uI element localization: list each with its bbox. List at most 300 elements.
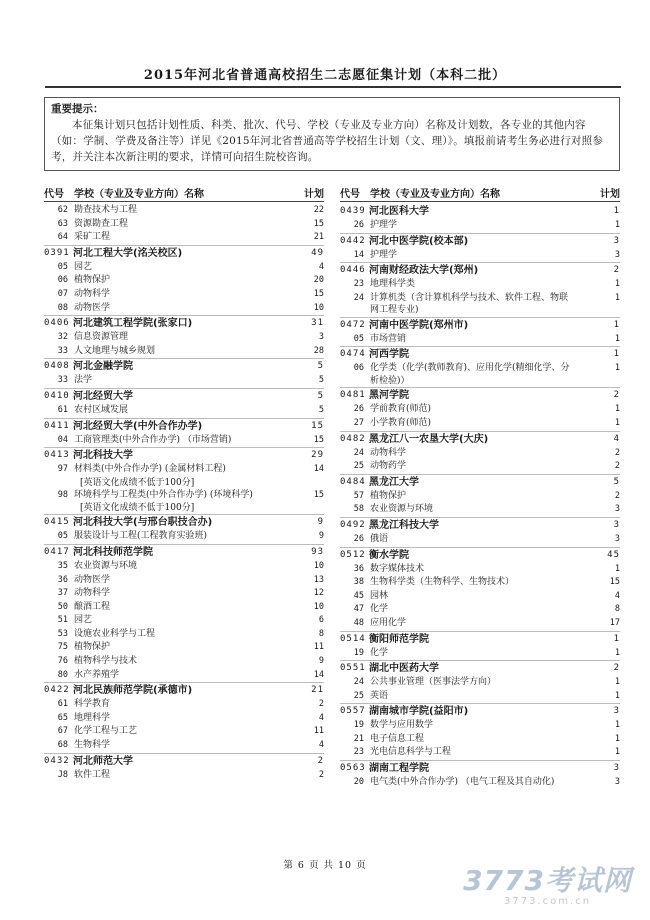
left-rows [44, 204, 324, 782]
row-plan-count: 22 [313, 205, 324, 215]
note-row [44, 502, 324, 514]
row-name: 光电信息科学与工程 [370, 747, 452, 758]
row-code: 26 [353, 404, 364, 415]
major-row [340, 733, 620, 747]
notice-body: 本征集计划只包括计划性质、科类、批次、代号、学校（专业及专业方向）名称及计划数，各专业的其他内容（如：学制、学费及备注等）详见《2015年河北省普通高等学校招生计划（文、理）》。填报前请考生务必进行对照参考，并关注本次新注明的要求，详情可向招生院校咨询。 [51, 119, 604, 163]
row-plan-count: 21 [311, 685, 324, 696]
row-plan-count: 3 [614, 777, 620, 788]
row-plan-count: 12 [313, 588, 324, 599]
row-code: 08 [57, 302, 68, 313]
header-code: 代号 [340, 189, 360, 200]
major-row [44, 489, 324, 503]
row-code: 45 [353, 590, 364, 601]
row-code: 48 [353, 617, 364, 628]
row-plan-count: 93 [311, 546, 324, 557]
row-plan-count: 1 [613, 349, 620, 360]
row-code: 53 [57, 628, 68, 639]
row-code: 0408 [44, 361, 70, 372]
row-code: 61 [57, 699, 68, 710]
major-row [340, 403, 620, 417]
row-plan-count: 15 [311, 420, 324, 431]
row-name: 勘查技术与工程 [74, 205, 138, 215]
school-row [44, 514, 324, 530]
row-code: 27 [353, 417, 364, 428]
row-plan-count: 3 [614, 504, 620, 515]
school-row [44, 315, 324, 331]
major-row [44, 331, 324, 345]
school-row [44, 418, 324, 434]
row-code: 05 [57, 261, 68, 272]
major-row [44, 628, 324, 642]
row-plan-count: 5 [317, 361, 324, 372]
row-code: 23 [353, 747, 364, 758]
row-name: 计算机类（含计算机科学与技术、软件工程、物联网工程专业) [370, 292, 569, 316]
row-name: 河北建筑工程学院(张家口) [73, 318, 193, 330]
row-name: 园林 [370, 590, 389, 601]
major-row [44, 698, 324, 712]
major-row [340, 603, 620, 617]
row-name: 信息资源管理 [74, 332, 129, 343]
header-school: 学校（专业及专业方向）名称 [74, 189, 204, 200]
school-row [44, 358, 324, 374]
major-row [44, 560, 324, 574]
right-rows [340, 204, 620, 790]
row-name: 河北医科大学 [369, 206, 429, 217]
row-plan-count: 1 [614, 292, 620, 303]
row-name: 动物科学 [74, 588, 111, 599]
school-row [340, 547, 620, 563]
row-name: 黑河学院 [369, 390, 409, 402]
major-row [44, 655, 324, 669]
row-name: 植物科学与技术 [74, 656, 138, 667]
row-name: 化学 [370, 604, 389, 615]
row-plan-count: 17 [609, 617, 620, 628]
row-name: 湖南城市学院(益阳市) [369, 706, 469, 718]
school-row [44, 447, 324, 463]
row-code: 38 [353, 577, 364, 588]
major-row [340, 249, 620, 263]
row-name: 软件工程 [74, 769, 111, 780]
row-plan-count: 15 [313, 288, 324, 299]
row-plan-count: 3 [613, 519, 620, 530]
row-name: 生物科学类（生物科学、生物技术） [370, 577, 515, 588]
row-name: 化学工程与工艺 [74, 726, 138, 737]
row-name: 黑龙江大学 [369, 476, 419, 488]
row-plan-count: 15 [313, 434, 324, 445]
row-code: 0563 [340, 763, 366, 774]
major-row [44, 725, 324, 739]
row-code: 0446 [340, 265, 366, 276]
row-name: 水产养殖学 [74, 669, 120, 680]
major-row [340, 647, 620, 661]
row-code: 05 [57, 531, 68, 542]
row-code: 07 [57, 288, 68, 299]
row-name: 护理学 [370, 220, 398, 230]
row-name: 植物保护 [74, 642, 111, 653]
row-name: 资源勘查工程 [74, 218, 129, 229]
row-plan-count: 1 [614, 363, 620, 374]
header-plan: 计划 [600, 189, 620, 200]
row-code: 21 [353, 733, 364, 744]
row-code: 06 [353, 363, 364, 374]
major-row [340, 460, 620, 474]
row-code: 0472 [340, 319, 366, 330]
row-name: 英语 [370, 690, 389, 701]
row-code: 68 [57, 740, 68, 751]
row-code: 24 [353, 292, 364, 303]
row-code: 97 [57, 464, 68, 475]
row-plan-count: 11 [313, 642, 324, 653]
major-row [44, 374, 324, 388]
major-row [44, 302, 324, 316]
major-row [44, 641, 324, 655]
row-code: 0415 [44, 517, 70, 528]
major-row [340, 219, 620, 233]
row-plan-count: 5 [317, 390, 324, 401]
row-plan-count: 11 [313, 726, 324, 737]
row-plan-count: 5 [318, 375, 324, 386]
school-row [340, 631, 620, 647]
row-code: 14 [353, 249, 364, 260]
row-plan-count: 2 [318, 699, 324, 710]
row-code: 50 [57, 601, 68, 612]
row-code: 04 [57, 434, 68, 445]
row-code: 06 [57, 275, 68, 286]
row-plan-count: 1 [613, 633, 620, 644]
school-row [340, 660, 620, 676]
row-name: 衡水学院 [369, 549, 409, 561]
row-plan-count: 5 [318, 404, 324, 415]
row-code: 35 [57, 560, 68, 571]
row-plan-count: 13 [313, 574, 324, 585]
row-plan-count: 1 [614, 677, 620, 688]
row-name: 法学 [74, 375, 93, 386]
row-code: 80 [57, 669, 68, 680]
row-plan-count: 1 [614, 404, 620, 415]
row-plan-count: 14 [313, 669, 324, 680]
row-name: 化学 [370, 647, 389, 658]
row-name: 环境科学与工程类(中外合作办学) (环境科学) [74, 489, 253, 500]
row-code: 25 [353, 461, 364, 472]
major-row [340, 333, 620, 347]
row-code: 65 [57, 712, 68, 723]
row-name: 公共事业管理（医事法学方向） [370, 677, 497, 688]
row-plan-count: 1 [613, 319, 620, 330]
row-code: 0484 [340, 476, 366, 487]
row-plan-count: 2 [614, 461, 620, 472]
row-name: 湖南工程学院 [369, 763, 429, 775]
row-name: 园艺 [74, 261, 93, 272]
school-row [44, 388, 324, 404]
row-plan-count: 2 [613, 663, 620, 674]
row-name: 市场营销 [370, 333, 407, 344]
row-plan-count: 9 [317, 517, 324, 528]
major-row [44, 404, 324, 418]
row-plan-count: 8 [318, 628, 324, 639]
row-plan-count: 1 [614, 690, 620, 701]
row-name: 学前教育(师范) [370, 404, 432, 415]
major-row [340, 746, 620, 760]
major-row [44, 601, 324, 615]
row-name: 园艺 [74, 615, 93, 626]
row-code: 98 [57, 489, 68, 500]
row-name: 农业资源与环境 [74, 560, 138, 571]
row-code: 0481 [340, 390, 366, 401]
header-plan: 计划 [304, 189, 324, 200]
row-plan-count: 31 [311, 318, 324, 329]
row-name: 地理科学 [74, 712, 111, 723]
row-code: 47 [353, 604, 364, 615]
row-code: 26 [353, 220, 364, 230]
row-name: 数学与应用数学 [370, 720, 434, 731]
row-plan-count: 28 [313, 345, 324, 356]
major-row [44, 669, 324, 683]
school-row [340, 204, 620, 219]
row-name: 服装设计与工程(工程教育实验班) [74, 531, 208, 542]
row-plan-count: 4 [318, 261, 324, 272]
school-row [340, 517, 620, 533]
major-row [340, 590, 620, 604]
row-name: 河南财经政法大学(郑州) [369, 265, 479, 277]
row-code: 61 [57, 404, 68, 415]
major-row [44, 204, 324, 218]
row-name: 数字媒体技术 [370, 563, 425, 574]
row-code: 24 [353, 447, 364, 458]
row-name: 农村区域发展 [74, 404, 129, 415]
row-plan-count: 5 [613, 476, 620, 487]
row-name: 应用化学 [370, 617, 407, 628]
row-name: 电子信息工程 [370, 733, 425, 744]
row-code: 51 [57, 615, 68, 626]
left-column [44, 183, 324, 782]
row-name: 酿酒工程 [74, 601, 111, 612]
row-name: 动物科学 [370, 447, 407, 458]
row-code: 0432 [44, 755, 70, 766]
row-plan-count: 15 [313, 489, 324, 500]
school-row [340, 346, 620, 362]
row-plan-count: 3 [613, 706, 620, 717]
note-row [44, 477, 324, 489]
school-row [44, 682, 324, 698]
row-plan-count: 45 [607, 549, 620, 560]
school-row [340, 233, 620, 249]
row-name: 衡阳师范学院 [369, 633, 429, 645]
major-row [340, 676, 620, 690]
row-name: 河北科技师范学院 [73, 546, 153, 558]
row-plan-count: 2 [613, 390, 620, 401]
major-row [44, 769, 324, 783]
row-code: 33 [57, 345, 68, 356]
row-plan-count: 1 [614, 279, 620, 290]
row-name: 河北师范大学 [73, 755, 133, 767]
major-row [44, 274, 324, 288]
header-code: 代号 [44, 189, 64, 200]
major-row [340, 690, 620, 704]
row-plan-count: 14 [313, 464, 324, 475]
major-row [44, 218, 324, 232]
row-plan-count: 10 [313, 601, 324, 612]
major-row [340, 503, 620, 517]
row-name: 河北经贸大学 [73, 390, 133, 402]
row-plan-count: 4 [318, 740, 324, 751]
row-code: 37 [57, 588, 68, 599]
major-row [340, 533, 620, 547]
major-row [340, 292, 620, 317]
row-name: 河北科技大学(与邢台职技合办) [73, 517, 213, 529]
row-name: 小学教育(师范) [370, 417, 432, 428]
row-plan-count: 1 [614, 647, 620, 658]
row-name: 人文地理与城乡规划 [74, 345, 156, 356]
row-code: 0422 [44, 685, 70, 696]
row-name: 河北工程大学(洺关校区) [73, 247, 183, 259]
row-plan-count: 2 [317, 755, 324, 766]
row-plan-count: 1 [614, 417, 620, 428]
row-plan-count: 10 [313, 302, 324, 313]
row-plan-count: 1 [614, 720, 620, 731]
major-row [44, 463, 324, 477]
major-row [44, 574, 324, 588]
row-code: 0551 [340, 663, 366, 674]
row-code: 64 [57, 232, 68, 243]
major-row [340, 278, 620, 292]
row-code: 05 [353, 333, 364, 344]
row-plan-count: 2 [614, 490, 620, 501]
row-plan-count: 3 [613, 235, 620, 246]
row-code: 19 [353, 647, 364, 658]
school-row [340, 703, 620, 719]
row-name: 河北科技大学 [73, 450, 133, 462]
row-code: 67 [57, 726, 68, 737]
major-row [44, 587, 324, 601]
row-code: 0439 [340, 206, 366, 216]
row-plan-count: 4 [318, 712, 324, 723]
major-row [44, 530, 324, 544]
school-row [340, 262, 620, 278]
row-plan-count: 49 [311, 247, 324, 258]
row-plan-count: 15 [609, 577, 620, 588]
column-header [44, 183, 324, 202]
row-name: 黑龙江八一农垦大学(大庆) [369, 433, 489, 445]
row-code: 63 [57, 218, 68, 229]
notice-title: 重要提示： [51, 103, 104, 115]
row-plan-count: 2 [613, 265, 620, 276]
row-name: 动物医学 [74, 302, 111, 313]
row-plan-count: 4 [614, 590, 620, 601]
row-plan-count: 3 [613, 763, 620, 774]
row-plan-count: 1 [613, 206, 620, 216]
row-plan-count: 29 [311, 450, 324, 461]
row-plan-count: 21 [313, 232, 324, 243]
row-plan-count: 3 [614, 249, 620, 260]
title-rule [45, 86, 621, 88]
row-plan-count: 9 [318, 656, 324, 667]
row-code: 36 [353, 563, 364, 574]
row-name: 河北中医学院(校本部) [369, 235, 469, 247]
row-code: 0406 [44, 318, 70, 329]
row-code: J8 [57, 769, 68, 780]
row-plan-count: 3 [614, 533, 620, 544]
row-name: 植物保护 [370, 490, 407, 501]
major-row [340, 576, 620, 590]
row-code: 19 [353, 720, 364, 731]
row-code: 76 [57, 656, 68, 667]
row-name: 河北民族师范学院(承德市) [73, 685, 193, 697]
row-plan-count: 15 [313, 218, 324, 229]
school-row [44, 245, 324, 261]
row-code: 20 [353, 777, 364, 788]
row-code: 75 [57, 642, 68, 653]
row-plan-count: 9 [318, 531, 324, 542]
watermark [463, 866, 632, 907]
row-plan-count: 4 [613, 433, 620, 444]
row-name: 材料类(中外合作办学) (金属材料工程) [74, 464, 226, 475]
row-code: 25 [353, 690, 364, 701]
school-row [44, 753, 324, 769]
notice-box [44, 97, 620, 171]
row-plan-count: 1 [614, 333, 620, 344]
school-row [340, 431, 620, 447]
row-code: 0514 [340, 633, 366, 644]
major-row [340, 563, 620, 577]
row-plan-count: 20 [313, 275, 324, 286]
major-row [44, 712, 324, 726]
row-code: 26 [353, 533, 364, 544]
row-name: 工商管理类(中外合作办学) （市场营销) [74, 434, 232, 445]
row-plan-count: 6 [318, 615, 324, 626]
header-school: 学校（专业及专业方向）名称 [370, 189, 500, 200]
right-column [340, 183, 620, 790]
school-row [340, 387, 620, 403]
row-name: 护理学 [370, 249, 398, 260]
page-footer: 第 6 页 共 10 页 [283, 860, 367, 871]
row-name: 地理科学类 [370, 279, 416, 290]
major-row [340, 362, 620, 387]
row-code: 0442 [340, 235, 366, 246]
row-code: 58 [353, 504, 364, 515]
row-name: [英语文化成绩不低于100分] [80, 477, 195, 488]
row-code: 0417 [44, 546, 70, 557]
major-row [340, 776, 620, 790]
school-row [340, 760, 620, 776]
major-row [340, 417, 620, 431]
row-plan-count: 8 [614, 604, 620, 615]
row-name: 俄语 [370, 533, 389, 544]
row-code: 0474 [340, 349, 366, 360]
row-name: 植物保护 [74, 275, 111, 286]
row-code: 62 [57, 205, 68, 215]
row-name: 黑龙江科技大学 [369, 519, 439, 531]
row-name: 科学教育 [74, 699, 111, 710]
row-plan-count: 2 [318, 769, 324, 780]
major-row [44, 261, 324, 275]
row-code: 0512 [340, 549, 366, 560]
row-plan-count: 2 [614, 447, 620, 458]
row-code: 0413 [44, 450, 70, 461]
school-row [340, 474, 620, 490]
row-code: 36 [57, 574, 68, 585]
row-name: [英语文化成绩不低于100分] [80, 503, 195, 514]
major-row [340, 447, 620, 461]
row-plan-count: 1 [614, 563, 620, 574]
row-code: 0492 [340, 519, 366, 530]
row-plan-count: 1 [614, 220, 620, 230]
school-row [44, 544, 324, 560]
watermark-logo: 3773考试网 [463, 864, 632, 897]
row-code: 24 [353, 677, 364, 688]
major-row [44, 739, 324, 753]
major-row [340, 719, 620, 733]
column-header [340, 183, 620, 202]
